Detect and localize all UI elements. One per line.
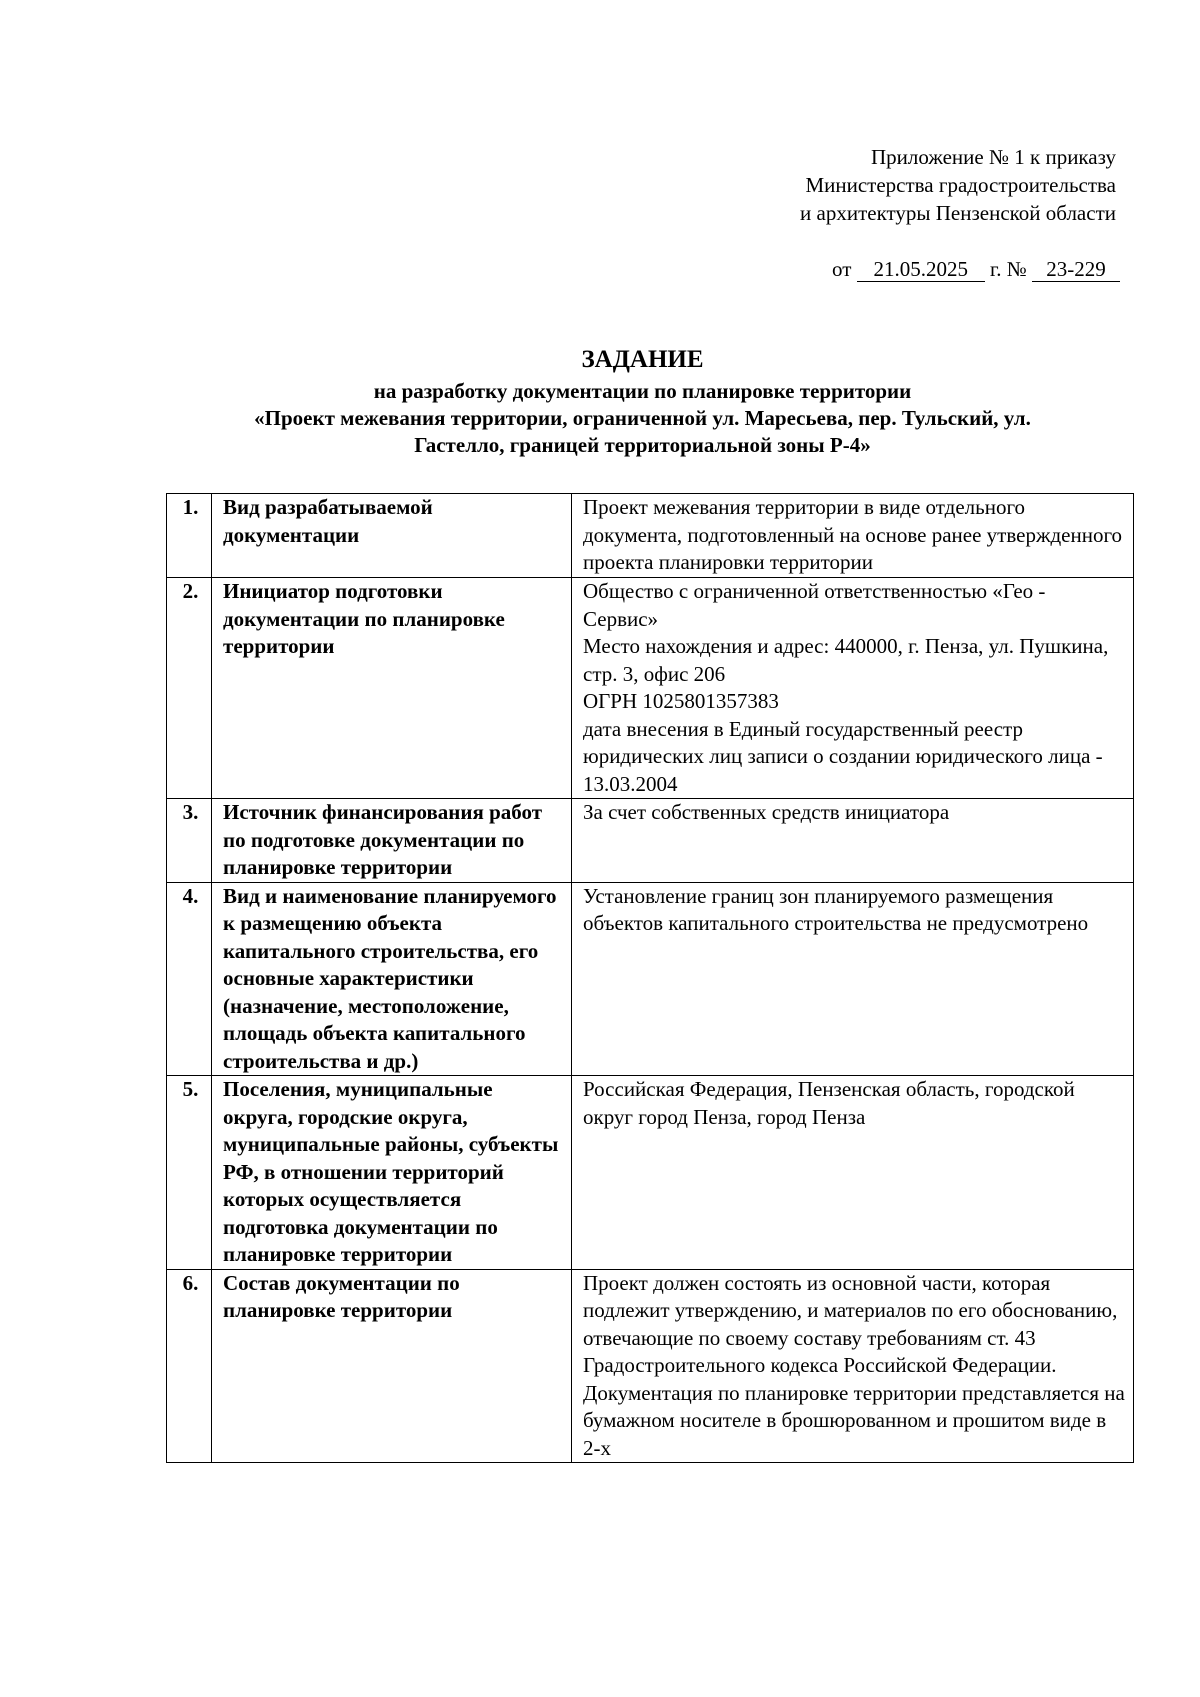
row-number: 3. [167, 799, 212, 883]
table-row [167, 578, 1134, 799]
row-value-paragraph: Российская Федерация, Пензенская область, городской округ город Пенза, город Пенза [583, 1077, 1075, 1129]
row-value-paragraph: Проект должен состоять из основной части, которая подлежит утверждению, и материалов по его обоснованию, отвечающие по своему составу требованиям ст. 43 Градостроительного кодекса Российской Федерации. [583, 1270, 1118, 1377]
row-value-paragraph: Проект межевания территории в виде отдельного документа, подготовленный на основе ранее утвержденного проекта планировки территории [583, 495, 1123, 574]
appendix-block [696, 143, 1116, 227]
row-value [572, 882, 1134, 1076]
order-date: 21.05.2025 [857, 257, 985, 282]
order-date-number [832, 255, 1120, 283]
row-name: Вид разрабатываемой документации [212, 494, 572, 578]
table-row [167, 799, 1134, 883]
row-name: Поселения, муниципальные округа, городские округа, муниципальные районы, субъекты РФ, в отношении территорий которых осуществляется подготовка документации по планировке территории [212, 1076, 572, 1270]
row-number: 2. [167, 578, 212, 799]
appendix-line-2: Министерства градостроительства [805, 173, 1116, 197]
subtitle-line-2: «Проект межевания территории, ограниченной ул. Маресьева, пер. Тульский, ул. [254, 406, 1031, 430]
row-value [572, 799, 1134, 883]
from-label: от [832, 257, 852, 281]
row-value-paragraph: Место нахождения и адрес: 440000, г. Пенза, ул. Пушкина, стр. 3, офис 206 [583, 634, 1109, 686]
task-table [166, 493, 1134, 1463]
row-number: 1. [167, 494, 212, 578]
row-value [572, 494, 1134, 578]
document-title: ЗАДАНИЕ [581, 346, 704, 373]
subtitle-line-1: на разработку документации по планировке территории [373, 379, 912, 403]
row-name: Источник финансирования работ по подготовке документации по планировке территории [212, 799, 572, 883]
row-name: Инициатор подготовки документации по планировке территории [212, 578, 572, 799]
table-row [167, 1269, 1134, 1463]
row-name: Вид и наименование планируемого к размещению объекта капитального строительства, его основные характеристики (назначение, местоположение, площадь объекта капитального строительства и др.) [212, 882, 572, 1076]
document-subtitle [150, 378, 1135, 459]
row-number: 6. [167, 1269, 212, 1463]
row-value [572, 578, 1134, 799]
table-row [167, 494, 1134, 578]
subtitle-line-3: Гастелло, границей территориальной зоны Р-4» [414, 433, 871, 457]
row-value-paragraph: Документация по планировке территории представляется на бумажном носителе в брошюрованном и прошитом виде в 2-х [583, 1380, 1125, 1460]
row-value-paragraph: Общество с ограниченной ответственностью «Гео - Сервис» [583, 579, 1046, 631]
table-row [167, 1076, 1134, 1270]
appendix-line-3: и архитектуры Пензенской области [800, 201, 1116, 225]
row-value-paragraph: Установление границ зон планируемого размещения объектов капитального строительства не предусмотрено [583, 883, 1089, 935]
number-label: № [1006, 257, 1027, 281]
appendix-line-1: Приложение № 1 к приказу [871, 145, 1116, 169]
row-value-paragraph: За счет собственных средств инициатора [583, 800, 950, 824]
row-value [572, 1269, 1134, 1463]
row-number: 4. [167, 882, 212, 1076]
row-number: 5. [167, 1076, 212, 1270]
row-value-paragraph: дата внесения в Единый государственный реестр юридических лиц записи о создании юридического лица - 13.03.2004 [583, 716, 1103, 796]
row-value [572, 1076, 1134, 1270]
row-value-paragraph: ОГРН 1025801357383 [583, 689, 779, 713]
row-name: Состав документации по планировке территории [212, 1269, 572, 1463]
year-suffix: г. [989, 257, 1002, 281]
table-row [167, 882, 1134, 1076]
order-number: 23-229 [1032, 257, 1120, 282]
